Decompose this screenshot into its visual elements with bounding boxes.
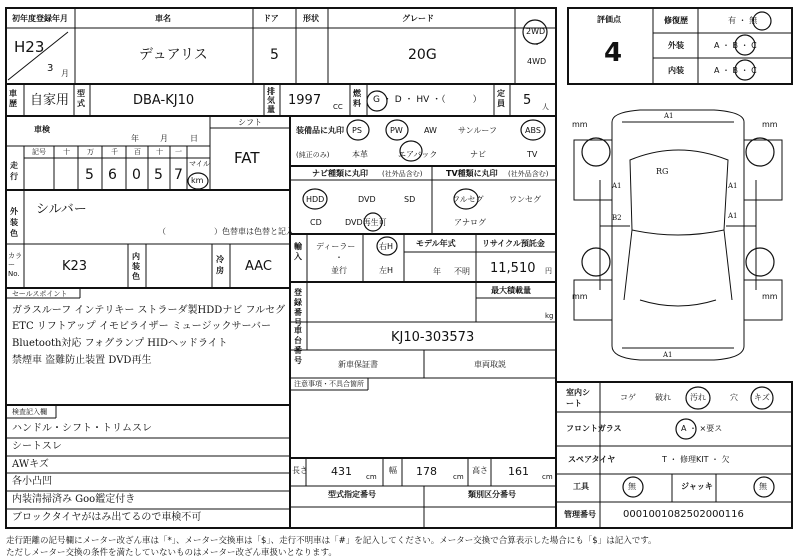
max-load-label: 最大積載量 <box>491 286 531 295</box>
glass-options: A ・ ×要ス <box>681 424 723 433</box>
mileage-digit-0: 5 <box>85 167 94 183</box>
score-value: 4 <box>604 38 623 68</box>
shaken-year-unit: 年 <box>131 134 139 143</box>
reg-no-label: 登録番号 <box>294 288 302 327</box>
digit-label-2: 千 <box>111 148 118 156</box>
sales-point-line-2: ETC リフトアップ イモビライザー ミュージックサーバー <box>12 321 271 332</box>
equipment-sunroof: サンルーフ <box>458 126 497 135</box>
diagram-mark-right-mid: A1 <box>728 212 738 220</box>
doors-value: 5 <box>270 47 279 63</box>
exterior-color-note: （ ）色替車は色替と記入 <box>158 227 294 236</box>
equipment-ps: PS <box>352 126 362 135</box>
diagram-mark-left-mid: B2 <box>612 214 622 222</box>
grade-value: 20G <box>408 47 437 63</box>
shaken-day-unit: 日 <box>190 134 198 143</box>
length-unit: cm <box>366 473 377 481</box>
car-name-label: 車名 <box>155 14 171 23</box>
shaken-label: 車検 <box>34 125 50 134</box>
height-unit: cm <box>542 473 553 481</box>
navi-note: (社外品含む) <box>382 170 423 178</box>
footnote-2: ただしメーター交換の条件を満たしていないものはメーター改ざん車扱いとなります。 <box>6 548 337 558</box>
repair-options: 有 ・ 無 <box>728 16 758 25</box>
seat-tear: 破れ <box>655 393 671 402</box>
equipment-airbag: エアバック <box>398 150 438 159</box>
seat-hole: 穴 <box>730 393 738 402</box>
tv-note: (社外品含む) <box>508 170 549 178</box>
reg-year-label: 初年度登録年月 <box>12 14 68 23</box>
diagram-mark-left-front: A1 <box>612 182 622 190</box>
import-dot: ・ <box>335 253 343 262</box>
person-unit: 人 <box>542 103 549 111</box>
interior-color-label: 内装色 <box>132 252 140 281</box>
reg-year-value: H23 <box>14 38 45 56</box>
equipment-tv: TV <box>527 150 538 159</box>
fuel-label: 燃料 <box>353 89 361 108</box>
spare-options: T ・ 修理KIT ・ 欠 <box>662 455 730 464</box>
shaken-month-unit: 月 <box>160 134 168 143</box>
navi-title: ナビ種類に丸印 <box>312 169 368 178</box>
import-label: 輸入 <box>294 242 302 261</box>
displacement-label: 排気量 <box>267 87 275 114</box>
navi-hdd: HDD <box>306 195 325 204</box>
equipment-abs: ABS <box>525 126 541 135</box>
mileage-label: 走行 <box>10 161 18 181</box>
diagram-mm-3: mm <box>572 292 588 301</box>
mileage-digit-1: 6 <box>108 167 117 183</box>
exterior-color-value: シルバー <box>36 202 87 217</box>
equipment-aw: AW <box>424 126 437 135</box>
warranty-label: 新車保証書 <box>338 360 378 369</box>
tire-circles <box>582 138 774 276</box>
inspector-line-3: AWキズ <box>12 459 49 470</box>
chassis-value: KJ10-303573 <box>391 330 475 345</box>
seat-label: 室内シート <box>566 388 590 408</box>
tv-analog: アナログ <box>454 218 486 227</box>
digit-label-1: 万 <box>87 148 94 156</box>
car-body-diagram <box>574 110 782 360</box>
recycle-value: 11,510 <box>490 261 536 276</box>
seat-scratch: キズ <box>754 393 770 402</box>
width-label: 幅 <box>389 466 397 475</box>
equipment-leather: 本革 <box>352 150 368 159</box>
height-value: 161 <box>508 465 529 478</box>
jack-value: 無 <box>759 482 767 491</box>
inspector-title: 検査記入欄 <box>12 408 47 416</box>
sales-point-line-1: ガラスルーフ インテリキー ストラーダ製HDDナビ フルセグ <box>12 305 286 316</box>
digit-label-3: 百 <box>134 148 141 156</box>
diagram-mark-rear: A1 <box>663 351 673 359</box>
digit-label-4: 十 <box>156 148 163 156</box>
equipment-pw: PW <box>390 126 403 135</box>
class-no-label: 類別区分番号 <box>468 490 516 499</box>
shift-value: FAT <box>234 149 260 167</box>
usage-value: 自家用 <box>30 93 70 108</box>
model-label: 型式 <box>77 89 85 108</box>
repair-label: 修復歴 <box>664 16 688 25</box>
equipment-title: 装備品に丸印 <box>296 126 344 135</box>
door-label: ドア <box>263 14 279 23</box>
shape-label: 形状 <box>303 14 319 23</box>
jack-label: ジャッキ <box>681 482 713 491</box>
reg-month-value: 3 <box>47 63 54 74</box>
interior-grade-options: A ・ B ・ C <box>714 66 757 75</box>
exterior-color-label: 外装色 <box>10 207 18 238</box>
mgmt-value: 0001001082502000116 <box>623 509 744 520</box>
score-label: 評価点 <box>597 15 621 24</box>
color-no-value: K23 <box>62 259 88 274</box>
drive-4wd: 4WD <box>527 57 547 66</box>
footnote-1: 走行距離の記号欄にメーター改ざん車は「*」、メーター交換車は「$」、走行不明車は「#」を記入してください。メーター交換で合算表示した場合にも「$」は記入です。 <box>6 536 657 546</box>
length-value: 431 <box>331 465 352 478</box>
diagram-mm-1: mm <box>572 120 588 129</box>
km-unit: km <box>191 176 204 185</box>
inspector-line-5: 内装清掃済み Goo鑑定付き <box>12 494 136 505</box>
interior-grade-label: 内装 <box>668 66 684 75</box>
manual-label: 車両取説 <box>474 360 506 369</box>
kg-unit: kg <box>545 312 554 320</box>
equipment-navi: ナビ <box>470 150 486 159</box>
model-year-unit: 年 <box>433 267 441 276</box>
shift-label: シフト <box>238 118 262 127</box>
navi-cd: CD <box>310 218 322 227</box>
right-hand-drive: 右H <box>379 242 394 251</box>
inspector-line-6: ブロックタイヤがはみ出てるので車検不可 <box>12 512 202 523</box>
tools-label: 工具 <box>573 482 589 491</box>
width-unit: cm <box>453 473 464 481</box>
yen-unit: 円 <box>545 267 552 275</box>
cooler-value: AAC <box>245 259 272 274</box>
navi-sd: SD <box>404 195 416 204</box>
drive-2wd: 2WD <box>526 27 546 36</box>
digit-label-5: 一 <box>175 148 182 156</box>
exterior-grade-label: 外装 <box>668 41 684 50</box>
tv-fullseg: フルセグ <box>452 195 484 204</box>
sales-point-line-3: Bluetooth対応 フォグランプ HIDヘッドライト <box>12 338 228 349</box>
inspector-line-1: ハンドル・シフト・トリムスレ <box>12 423 152 434</box>
drive-dot: ・ <box>533 40 541 49</box>
capacity-label: 定員 <box>497 89 505 108</box>
fuel-options: G ・ D ・ HV ・（ ） <box>373 95 482 105</box>
diagram-mm-4: mm <box>762 292 778 301</box>
length-label: 長さ <box>292 466 308 475</box>
caution-label: 注意事項・不具合箇所 <box>294 380 364 388</box>
type-no-label: 型式指定番号 <box>328 490 376 499</box>
spare-label: スペアタイヤ <box>568 455 616 464</box>
navi-dvd: DVD <box>358 195 376 204</box>
color-no-label: カラーNo. <box>8 252 22 278</box>
model-year-label: モデル年式 <box>416 239 456 248</box>
diagram-mm-2: mm <box>762 120 778 129</box>
model-year-value: 不明 <box>454 267 470 276</box>
cc-unit: CC <box>333 103 343 111</box>
diagram-mark-right-front: A1 <box>728 182 738 190</box>
car-name-value: デュアリス <box>139 47 208 63</box>
sales-point-title: セールスポイント <box>12 290 68 298</box>
inspector-line-4: 各小凸凹 <box>12 476 52 487</box>
sales-point-line-4: 禁煙車 盗難防止装置 DVD再生 <box>12 355 152 366</box>
seat-stain: 汚れ <box>690 393 706 402</box>
left-hand-drive: 左H <box>379 266 394 275</box>
mileage-sym-label: 記号 <box>32 148 46 156</box>
usage-label: 車歴 <box>9 89 17 108</box>
navi-dvd-play: DVD再生可 <box>345 218 387 227</box>
cooler-label: 冷房 <box>216 255 224 275</box>
seat-burn: コゲ <box>620 393 636 402</box>
mile-unit: マイル <box>189 160 210 168</box>
mileage-digit-2: 0 <box>132 167 141 183</box>
capacity-value: 5 <box>523 93 532 108</box>
chassis-label: 車台番号 <box>294 326 302 365</box>
tv-title: TV種類に丸印 <box>446 169 498 178</box>
diagram-mark-front: A1 <box>664 112 674 120</box>
equipment-subtitle: (純正のみ) <box>296 151 330 159</box>
month-unit: 月 <box>61 69 69 78</box>
width-value: 178 <box>416 465 437 478</box>
tv-oneseg: ワンセグ <box>509 195 541 204</box>
inspector-line-2: シートスレ <box>12 441 62 452</box>
glass-label: フロントガラス <box>566 424 622 433</box>
diagram-mark-roof: RG <box>656 167 669 176</box>
displacement-value: 1997 <box>288 93 322 108</box>
mileage-digit-4: 7 <box>174 167 183 183</box>
model-value: DBA-KJ10 <box>133 93 195 108</box>
exterior-grade-options: A ・ B ・ C <box>714 41 757 50</box>
mgmt-label: 管理番号 <box>564 510 596 519</box>
import-dealer: ディーラー <box>316 242 356 251</box>
grade-label: グレード <box>402 14 434 23</box>
import-parallel: 並行 <box>331 266 347 275</box>
height-label: 高さ <box>472 466 488 475</box>
mileage-digit-3: 5 <box>154 167 163 183</box>
tools-value: 無 <box>628 482 636 491</box>
digit-label-0: 十 <box>63 148 70 156</box>
recycle-label: リサイクル預託金 <box>482 239 545 248</box>
